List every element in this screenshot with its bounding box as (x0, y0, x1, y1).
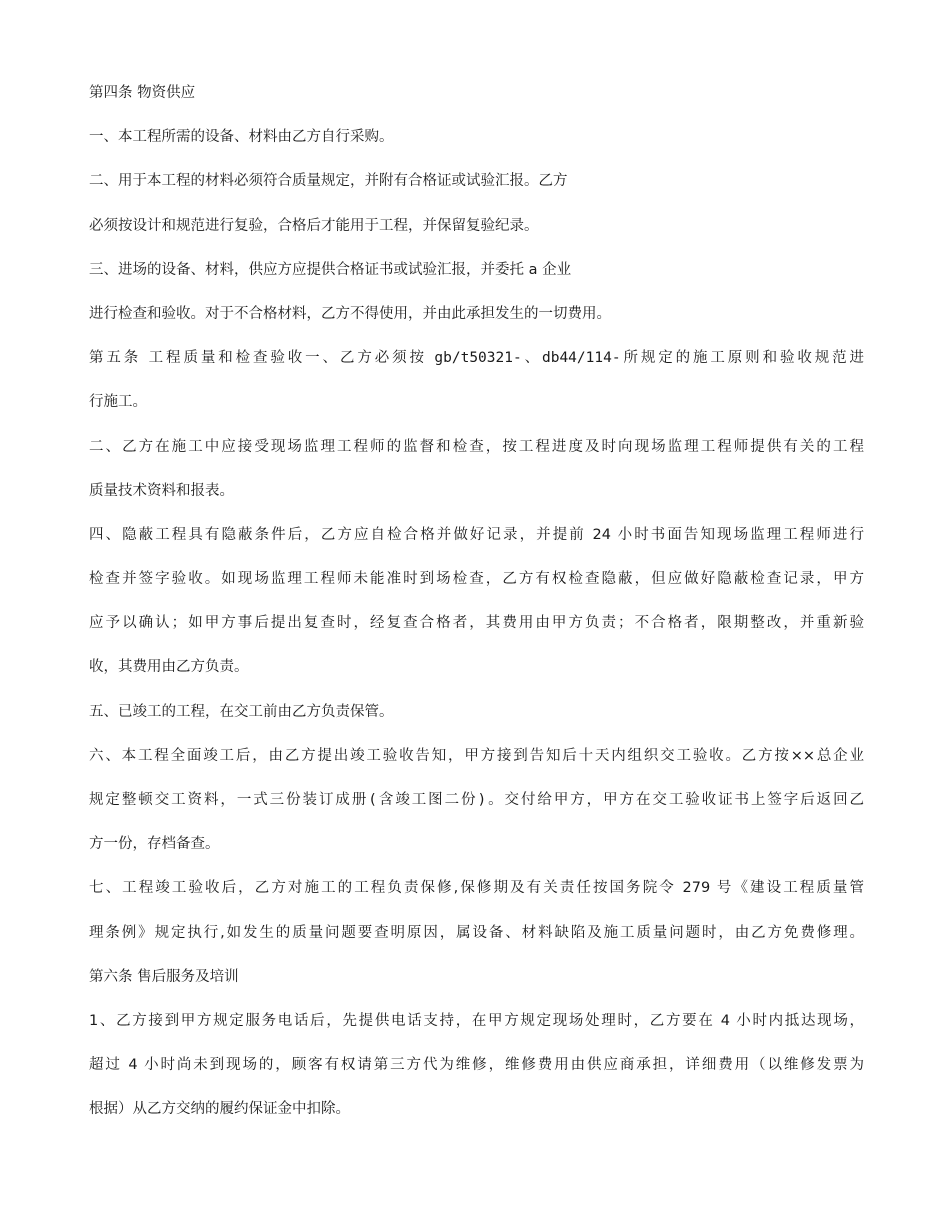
article4-item2-line1: 二、用于本工程的材料必须符合质量规定，并附有合格证或试验汇报。乙方 (89, 173, 568, 190)
article5-item6-line3: 方一份，存档备查。 (89, 836, 220, 853)
article6-item1-line3: 根据）从乙方交纳的履约保证金中扣除。 (89, 1101, 350, 1118)
article4-item2-line2: 必须按设计和规范进行复验，合格后才能用于工程，并保留复验纪录。 (89, 217, 539, 234)
article4-item1: 一、本工程所需的设备、材料由乙方自行采购。 (89, 129, 394, 146)
article5-title-text: 第五条 工程质量和检查验收一、乙方必须按 (89, 350, 435, 367)
article5-item6-line2 (89, 789, 864, 811)
article5-item6-text: 规定整顿交工资料，一式三份装订成册 (89, 792, 369, 808)
article4-title: 第四条 物资供应 (89, 85, 196, 101)
article5-title-line1 (89, 347, 864, 369)
article5-item6-text-end: 。交付给甲方，甲方在交工验收证书上签字后返回乙 (486, 792, 864, 808)
article5-title-text-end: 所规定的施工原则和验收规范进 (620, 350, 864, 367)
article5-item5: 五、已竣工的工程，在交工前由乙方负责保管。 (89, 703, 394, 720)
article5-item4-line2: 检查并签字验收。如现场监理工程师未能准时到场检查，乙方有权检查隐蔽，但应做好隐蔽检查记录，甲方 (89, 571, 864, 588)
article5-item6-line1: 六、本工程全面竣工后，由乙方提出竣工验收告知，甲方接到告知后十天内组织交工验收。乙方按××总企业 (89, 747, 864, 764)
article6-item1-line2: 超过 4 小时尚未到现场的，顾客有权请第三方代为维修，维修费用由供应商承担，详细费用（以维修发票为 (89, 1057, 864, 1074)
article5-item7-line1: 七、工程竣工验收后，乙方对施工的工程负责保修,保修期及有关责任按国务院令 279 号《建设工程质量管 (89, 880, 864, 897)
article5-item2-line1: 二、乙方在施工中应接受现场监理工程师的监督和检查，按工程进度及时向现场监理工程师提供有关的工程 (89, 438, 864, 455)
document-body (89, 82, 864, 1143)
article5-item4-line1: 四、隐蔽工程具有隐蔽条件后，乙方应自检合格并做好记录，并提前 24 小时书面告知现场监理工程师进行 (89, 526, 864, 543)
article5-item7-line2: 理条例》规定执行,如发生的质量问题要查明原因，属设备、材料缺陷及施工质量问题时，由乙方免费修理。 (89, 924, 864, 941)
article5-item4-line4: 收，其费用由乙方负责。 (89, 659, 249, 676)
article6-item1-line1: 1、乙方接到甲方规定服务电话后，先提供电话支持，在甲方规定现场处理时，乙方要在 4 小时内抵达现场， (89, 1012, 864, 1029)
article5-title-line2: 行施工。 (89, 394, 147, 411)
standard-codes: gb/t50321-、db44/114- (434, 350, 621, 367)
article5-item2-line2: 质量技术资料和报表。 (89, 482, 234, 499)
article4-item3-line2: 进行检查和验收。对于不合格材料，乙方不得使用，并由此承担发生的一切费用。 (89, 305, 611, 322)
article5-item4-line3: 应予以确认；如甲方事后提出复查时，经复查合格者，其费用由甲方负责；不合格者，限期整改，并重新验 (89, 615, 864, 632)
article4-item3-line1: 三、进场的设备、材料，供应方应提供合格证书或试验汇报，并委托 a 企业 (89, 261, 572, 278)
article5-item6-parenthetical: (含竣工图二份) (368, 792, 487, 808)
article6-title: 第六条 售后服务及培训 (89, 968, 239, 985)
